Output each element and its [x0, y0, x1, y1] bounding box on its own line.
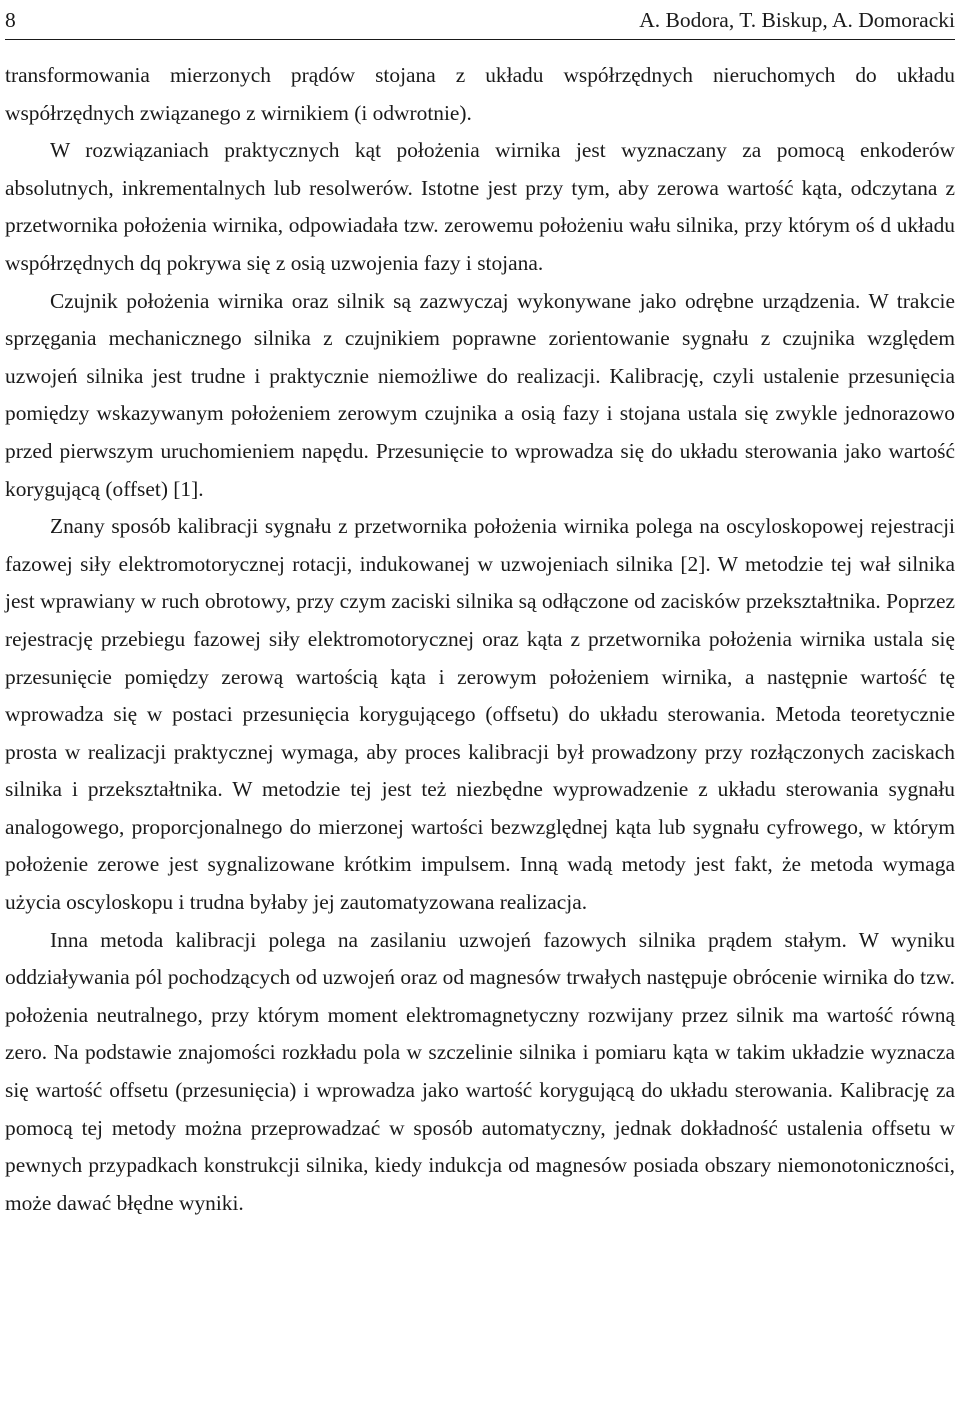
paragraph-3: Czujnik położenia wirnika oraz silnik są zazwyczaj wykonywane jako odrębne urządzenia. W trakcie sprzęgania mechanicznego silnika z czujnikiem poprawne zorientowanie sygnału z czujnika względem uzwojeń silnika jest trudne i praktycznie niemożliwe do realizacji. Kalibrację, czyli ustalenie przesunięcia pomiędzy wskazywanym położeniem zerowym czujnika a osią fazy i stojana ustala się zwykle jednorazowo przed pierwszym uruchomieniem napędu. Przesunięcie to wprowadza się do układu sterowania jako wartość korygującą (offset) [1].	[5, 288, 955, 501]
running-header	[5, 0, 955, 40]
paragraph-5: Inna metoda kalibracji polega na zasilaniu uzwojeń fazowych silnika prądem stałym. W wyniku oddziaływania pól pochodzących od uzwojeń oraz od magnesów trwałych następuje obrócenie wirnika do tzw. położenia neutralnego, przy którym moment elektromagnetyczny rozwijany przez silnik ma wartość równą zero. Na podstawie znajomości rozkładu pola w szczelinie silnika i pomiaru kąta w takim układzie wyznacza się wartość offsetu (przesunięcia) i wprowadza jako wartość korygującą do układu sterowania. Kalibrację za pomocą tej metody można przeprowadzać w sposób automatyczny, jednak dokładność ustalenia offsetu w pewnych przypadkach konstrukcji silnika, kiedy indukcja od magnesów posiada obszary niemonotoniczności, może dawać błędne wyniki.	[5, 927, 955, 1215]
body-text	[5, 57, 955, 1222]
running-header-authors: A. Bodora, T. Biskup, A. Domoracki	[639, 8, 955, 32]
document-page	[5, 0, 955, 1215]
paragraph-2: W rozwiązaniach praktycznych kąt położenia wirnika jest wyznaczany za pomocą enkoderów absolutnych, inkrementalnych lub resolwerów. Istotne jest przy tym, aby zerowa wartość kąta, odczytana z przetwornika położenia wirnika, odpowiadała tzw. zerowemu położeniu wału silnika, przy którym oś d układu współrzędnych dq pokrywa się z osią uzwojenia fazy i stojana.	[5, 138, 955, 275]
paragraph-1: transformowania mierzonych prądów stojana z układu współrzędnych nieruchomych do układu współrzędnych związanego z wirnikiem (i odwrotnie).	[5, 63, 955, 125]
paragraph-4: Znany sposób kalibracji sygnału z przetwornika położenia wirnika polega na oscyloskopowej rejestracji fazowej siły elektromotorycznej rotacji, indukowanej w uzwojeniach silnika [2]. W metodzie tej wał silnika jest wprawiany w ruch obrotowy, przy czym zaciski silnika są odłączone od zacisków przekształtnika. Poprzez rejestrację przebiegu fazowej siły elektromotorycznej oraz kąta z przetwornika położenia wirnika ustala się przesunięcie pomiędzy zerową wartością kąta i zerowym położeniem wirnika, a następnie wartość tę wprowadza się w postaci przesunięcia korygującego (offsetu) do układu sterowania. Metoda teoretycznie prosta w realizacji praktycznej wymaga, aby proces kalibracji był prowadzony przy rozłączonych zaciskach silnika i przekształtnika. W metodzie tej jest też niezbędne wyprowadzenie z układu sterowania sygnału analogowego, proporcjonalnego do mierzonej wartości bezwzględnej kąta lub sygnału cyfrowego, w którym położenie zerowe jest sygnalizowane krótkim impulsem. Inną wadą metody jest fakt, że metoda wymaga użycia oscyloskopu i trudna byłaby jej zautomatyzowana realizacja.	[5, 514, 955, 915]
header-rule	[5, 39, 955, 40]
page-number: 8	[5, 8, 16, 32]
